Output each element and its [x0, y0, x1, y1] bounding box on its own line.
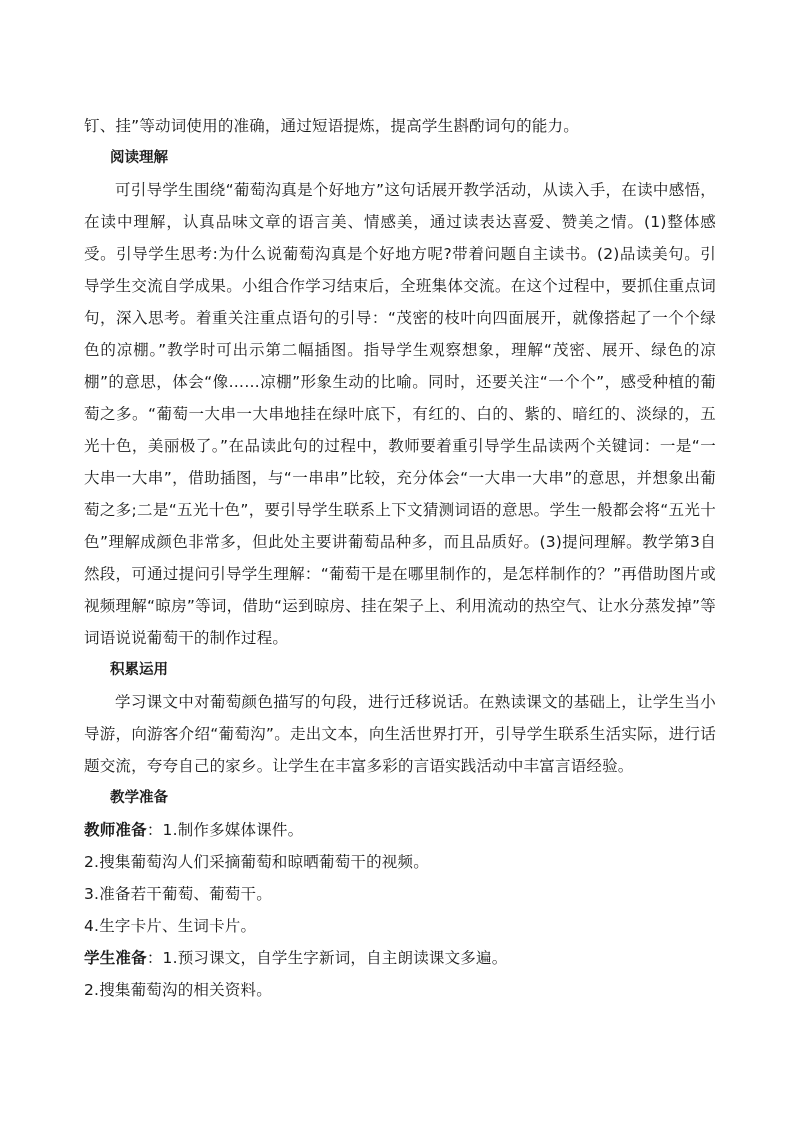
teacher-prep-line-1: [84, 814, 716, 846]
reading-paragraph: 可引导学生围绕“葡萄沟真是个好地方”这句话展开教学活动，从读入手，在读中感悟，在读中理解，认真品味文章的语言美、情感美，通过读表达喜爱、赞美之情。(1)整体感受。引导学生思考:为什么说葡萄沟真是个好地方呢?带着问题自主读书。(2)品读美句。引导学生交流自学成果。小组合作学习结束后，全班集体交流。在这个过程中，要抓住重点词句，深入思考。着重关注重点语句的引导：“茂密的枝叶向四面展开，就像搭起了一个个绿色的凉棚。”教学时可出示第二幅插图。指导学生观察想象，理解“茂密、展开、绿色的凉棚”的意思，体会“像……凉棚”形象生动的比喻。同时，还要关注“一个个”，感受种植的葡萄之多。“葡萄一大串一大串地挂在绿叶底下，有红的、白的、紫的、暗红的、淡绿的，五光十色，美丽极了。”在品读此句的过程中，教师要着重引导学生品读两个关键词：一是“一大串一大串”，借助插图，与“一串串”比较，充分体会“一大串一大串”的意思，并想象出葡萄之多;二是“五光十色”，要引导学生联系上下文猜测词语的意思。学生一般都会将“五光十色”理解成颜色非常多，但此处主要讲葡萄品种多，而且品质好。(3)提问理解。教学第3自然段，可通过提问引导学生理解：“葡萄干是在哪里制作的，是怎样制作的？”再借助图片或视频理解“晾房”等词，借助“运到晾房、挂在架子上、利用流动的热空气、让水分蒸发掉”等词语说说葡萄干的制作过程。: [84, 181, 716, 647]
student-prep-line-1: [84, 942, 716, 974]
teacher-prep-item: 3.准备若干葡萄、葡萄干。: [84, 885, 272, 903]
teacher-prep-label: 教师准备: [84, 821, 147, 839]
document-page: [84, 110, 716, 1006]
section-heading-practice: 积累运用: [110, 662, 168, 678]
section-heading-preparation: 教学准备: [110, 790, 168, 806]
teacher-prep-item: 2.搜集葡萄沟人们采摘葡萄和晾晒葡萄干的视频。: [84, 853, 429, 871]
student-prep-first: ：1.预习课文，自学生字新词，自主朗读课文多遍。: [146, 949, 508, 967]
teacher-prep-item: 4.生字卡片、生词卡片。: [84, 917, 257, 935]
practice-paragraph: 学习课文中对葡萄颜色描写的句段，进行迁移说话。在熟读课文的基础上，让学生当小导游，向游客介绍“葡萄沟”。走出文本，向生活世界打开，引导学生联系生活实际，进行话题交流，夸夸自己的家乡。让学生在丰富多彩的言语实践活动中丰富言语经验。: [84, 693, 716, 775]
student-prep-label: 学生准备: [84, 949, 147, 967]
lead-paragraph: 钉、挂”等动词使用的准确，通过短语提炼，提高学生斟酌词句的能力。: [84, 117, 579, 135]
student-prep-item: 2.搜集葡萄沟的相关资料。: [84, 981, 272, 999]
section-heading-reading: 阅读理解: [110, 150, 168, 166]
teacher-prep-first: ：1.制作多媒体课件。: [146, 821, 304, 839]
